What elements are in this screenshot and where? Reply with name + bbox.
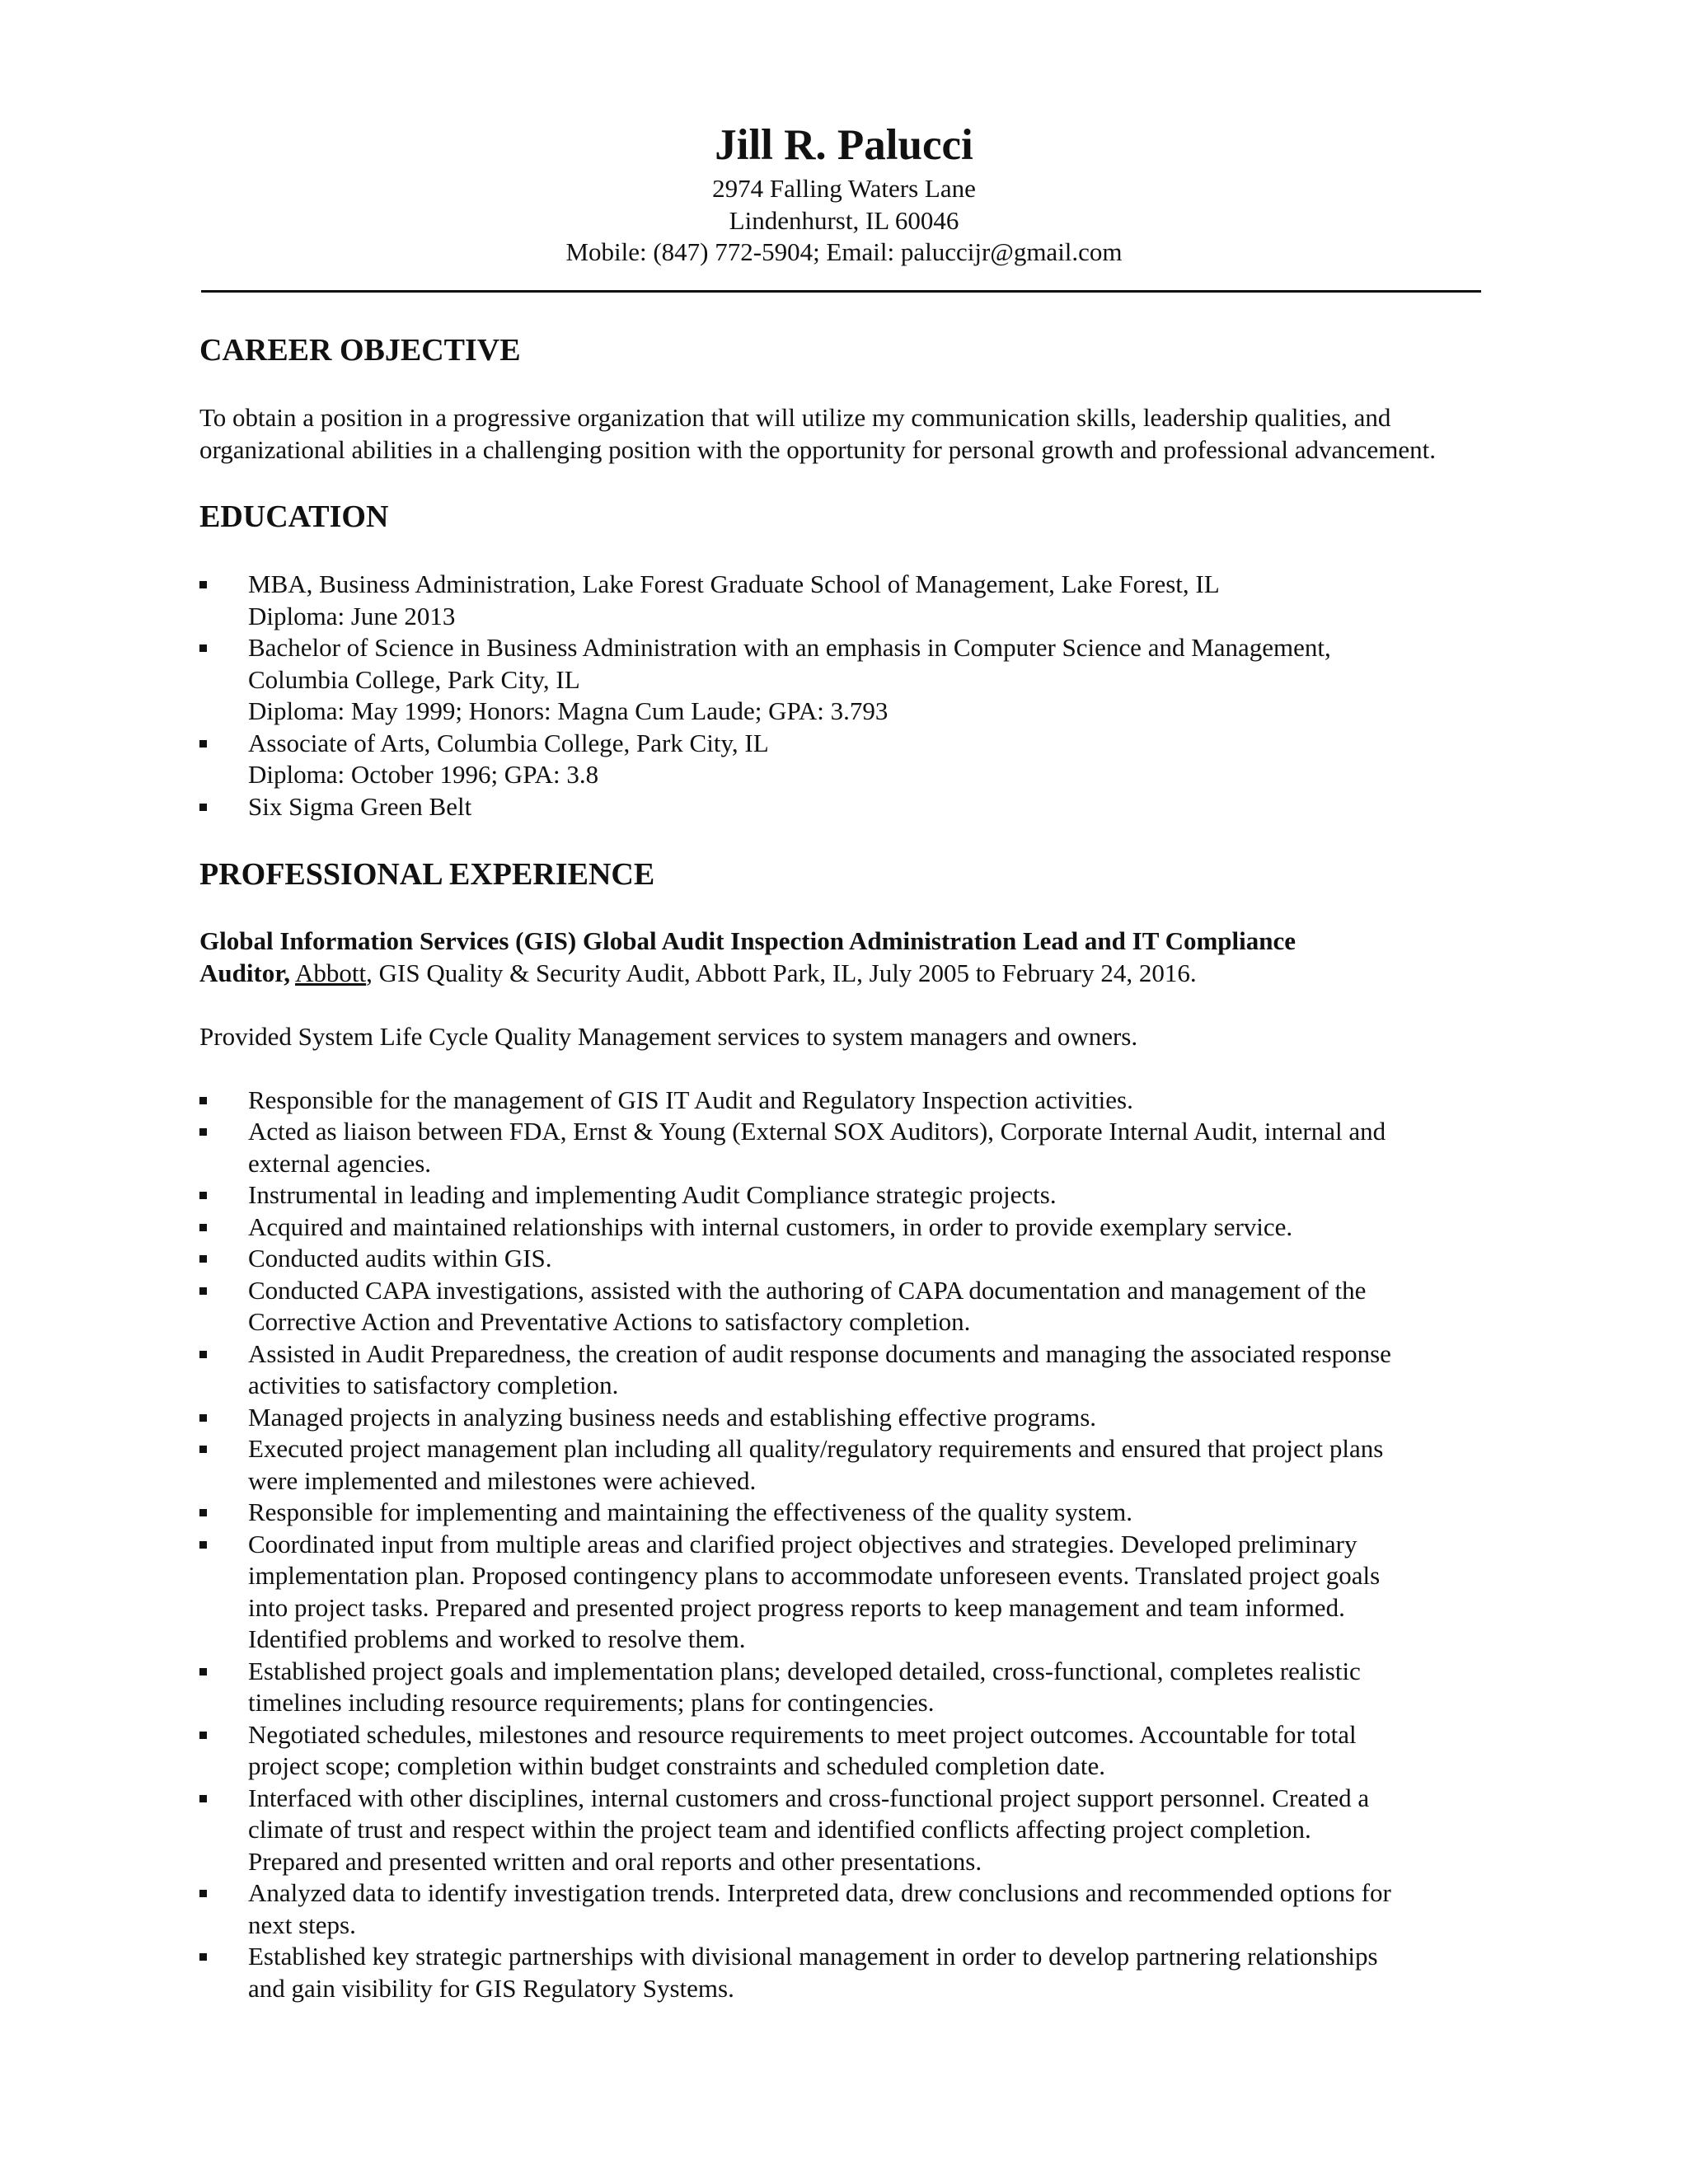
education-item-line: MBA, Business Administration, Lake Forest Graduate School of Management, Lake Forest, IL (248, 569, 1220, 598)
education-item-line: Bachelor of Science in Business Administration with an emphasis in Computer Science and Management, (248, 633, 1331, 662)
resume-header (0, 117, 1688, 269)
duty-item (199, 1497, 1493, 1529)
duty-item-line: Analyzed data to identify investigation trends. Interpreted data, drew conclusions and recommended options for (248, 1878, 1391, 1907)
address-line-2: Lindenhurst, IL 60046 (729, 205, 959, 235)
duty-item-line: Managed projects in analyzing business needs and establishing effective programs. (248, 1402, 1097, 1432)
job-title-block (199, 926, 1493, 989)
job-title-line-1: Global Information Services (GIS) Global Audit Inspection Administration Lead and IT Compliance (199, 926, 1296, 955)
duty-item-line: external agencies. (248, 1148, 432, 1178)
employer-name: Abbott (295, 958, 367, 987)
duty-item-line: implementation plan. Proposed contingency plans to accommodate unforeseen events. Translated project goals (248, 1561, 1381, 1590)
bullet-icon (199, 1890, 207, 1897)
duty-item-line: Assisted in Audit Preparedness, the creation of audit response documents and managing the associated response (248, 1338, 1391, 1368)
duty-item (199, 1243, 1493, 1275)
bullet-icon (199, 1541, 207, 1549)
duty-item (199, 1941, 1493, 2004)
duty-item-line: Responsible for implementing and maintaining the effectiveness of the quality system. (248, 1497, 1132, 1526)
duty-item-line: activities to satisfactory completion. (248, 1371, 619, 1399)
duty-item-line: Interfaced with other disciplines, internal customers and cross-functional project support personnel. Created a (248, 1783, 1370, 1812)
duty-item (199, 1877, 1493, 1941)
education-item-line: Columbia College, Park City, IL (248, 664, 580, 694)
bullet-icon (199, 1224, 207, 1231)
education-item-line: Diploma: May 1999; Honors: Magna Cum Laude; GPA: 3.793 (248, 696, 889, 725)
duty-item-line: were implemented and milestones were achieved. (248, 1465, 757, 1495)
education-item (199, 728, 1493, 791)
duty-item-line: climate of trust and respect within the project team and identified conflicts affecting project completion. (248, 1815, 1311, 1844)
duty-item (199, 1338, 1493, 1402)
duty-item (199, 1719, 1493, 1783)
duty-item-line: next steps. (248, 1910, 356, 1939)
duty-item-line: Prepared and presented written and oral reports and other presentations. (248, 1846, 982, 1876)
bullet-icon (199, 1192, 207, 1199)
education-item-line: Associate of Arts, Columbia College, Park City, IL (248, 728, 769, 757)
job-description: Provided System Life Cycle Quality Management services to system managers and owners. (199, 1021, 1138, 1051)
duty-list (199, 1085, 1493, 2005)
bullet-icon (199, 1414, 207, 1422)
bullet-icon (199, 804, 207, 811)
career-objective-section (199, 330, 1493, 466)
header-divider (201, 290, 1481, 293)
bullet-icon (199, 1128, 207, 1136)
bullet-icon (199, 1287, 207, 1295)
bullet-icon (199, 581, 207, 588)
duty-item-line: Negotiated schedules, milestones and resource requirements to meet project outcomes. Accountable for total (248, 1719, 1357, 1749)
education-section (199, 496, 1493, 823)
duty-item-line: Conducted CAPA investigations, assisted with the authoring of CAPA documentation and management of the (248, 1275, 1367, 1305)
job-title-line-2 (199, 958, 1493, 990)
resume-body (199, 330, 1493, 2004)
duty-item (199, 1656, 1493, 1719)
bullet-icon (199, 1446, 207, 1453)
duty-item-line: Coordinated input from multiple areas and clarified project objectives and strategies. Developed preliminary (248, 1529, 1357, 1558)
duty-item-line: Acted as liaison between FDA, Ernst & Young (External SOX Auditors), Corporate Internal Audit, internal and (248, 1117, 1386, 1146)
career-objective-heading: CAREER OBJECTIVE (199, 333, 521, 368)
education-item (199, 632, 1493, 728)
bullet-icon (199, 1732, 207, 1739)
education-item-line: Diploma: October 1996; GPA: 3.8 (248, 760, 599, 789)
experience-section (199, 854, 1493, 2004)
duty-item-line: Established key strategic partnerships with divisional management in order to develop partnering relationships (248, 1942, 1378, 1971)
bullet-icon (199, 1795, 207, 1802)
experience-heading: PROFESSIONAL EXPERIENCE (199, 857, 655, 892)
duty-item-line: Conducted audits within GIS. (248, 1244, 552, 1272)
duty-item-line: and gain visibility for GIS Regulatory Systems. (248, 1973, 734, 2003)
duty-item-line: project scope; completion within budget constraints and scheduled completion date. (248, 1751, 1105, 1780)
duty-item (199, 1529, 1493, 1656)
contact-line: Mobile: (847) 772-5904; Email: paluccijr@gmail.com (565, 237, 1123, 266)
job-title-bold-part: Auditor, (199, 958, 290, 987)
duty-item (199, 1433, 1493, 1497)
education-item (199, 791, 1493, 823)
duty-item-line: Instrumental in leading and implementing Audit Compliance strategic projects. (248, 1180, 1057, 1209)
bullet-icon (199, 1255, 207, 1263)
duty-item (199, 1402, 1493, 1434)
bullet-icon (199, 1351, 207, 1358)
education-item-line: Six Sigma Green Belt (248, 791, 472, 821)
career-objective-text: To obtain a position in a progressive organization that will utilize my communication skills, leadership qualities, and organizational abilities in a challenging position with the opportunity for personal growth and professional advancement. (199, 403, 1436, 464)
duty-item-line: Executed project management plan including all quality/regulatory requirements and ensured that project plans (248, 1434, 1384, 1463)
education-item (199, 569, 1493, 632)
bullet-icon (199, 644, 207, 652)
bullet-icon (199, 740, 207, 748)
education-heading: EDUCATION (199, 499, 389, 534)
address-line-1: 2974 Falling Waters Lane (712, 174, 976, 203)
duty-item-line: into project tasks. Prepared and presented project progress reports to keep management and team informed. (248, 1592, 1345, 1622)
job-details: , GIS Quality & Security Audit, Abbott Park, IL, July 2005 to February 24, 2016. (366, 958, 1197, 987)
duty-item (199, 1212, 1493, 1244)
candidate-name: Jill R. Palucci (715, 121, 973, 169)
duty-item-line: Established project goals and implementation plans; developed detailed, cross-functional, completes realistic (248, 1656, 1361, 1685)
bullet-icon (199, 1509, 207, 1516)
duty-item-line: Acquired and maintained relationships with internal customers, in order to provide exemplary service. (248, 1212, 1293, 1241)
duty-item (199, 1085, 1493, 1117)
duty-item-line: Corrective Action and Preventative Actions to satisfactory completion. (248, 1307, 971, 1336)
duty-item (199, 1275, 1493, 1338)
bullet-icon (199, 1097, 207, 1104)
duty-item-line: timelines including resource requirements; plans for contingencies. (248, 1688, 935, 1717)
duty-item-line: Responsible for the management of GIS IT Audit and Regulatory Inspection activities. (248, 1085, 1133, 1114)
bullet-icon (199, 1668, 207, 1675)
education-item-line: Diploma: June 2013 (248, 601, 456, 630)
duty-item (199, 1179, 1493, 1212)
duty-item (199, 1783, 1493, 1878)
duty-item-line: Identified problems and worked to resolve them. (248, 1624, 746, 1653)
duty-item (199, 1116, 1493, 1179)
bullet-icon (199, 1953, 207, 1961)
education-list (199, 569, 1493, 823)
